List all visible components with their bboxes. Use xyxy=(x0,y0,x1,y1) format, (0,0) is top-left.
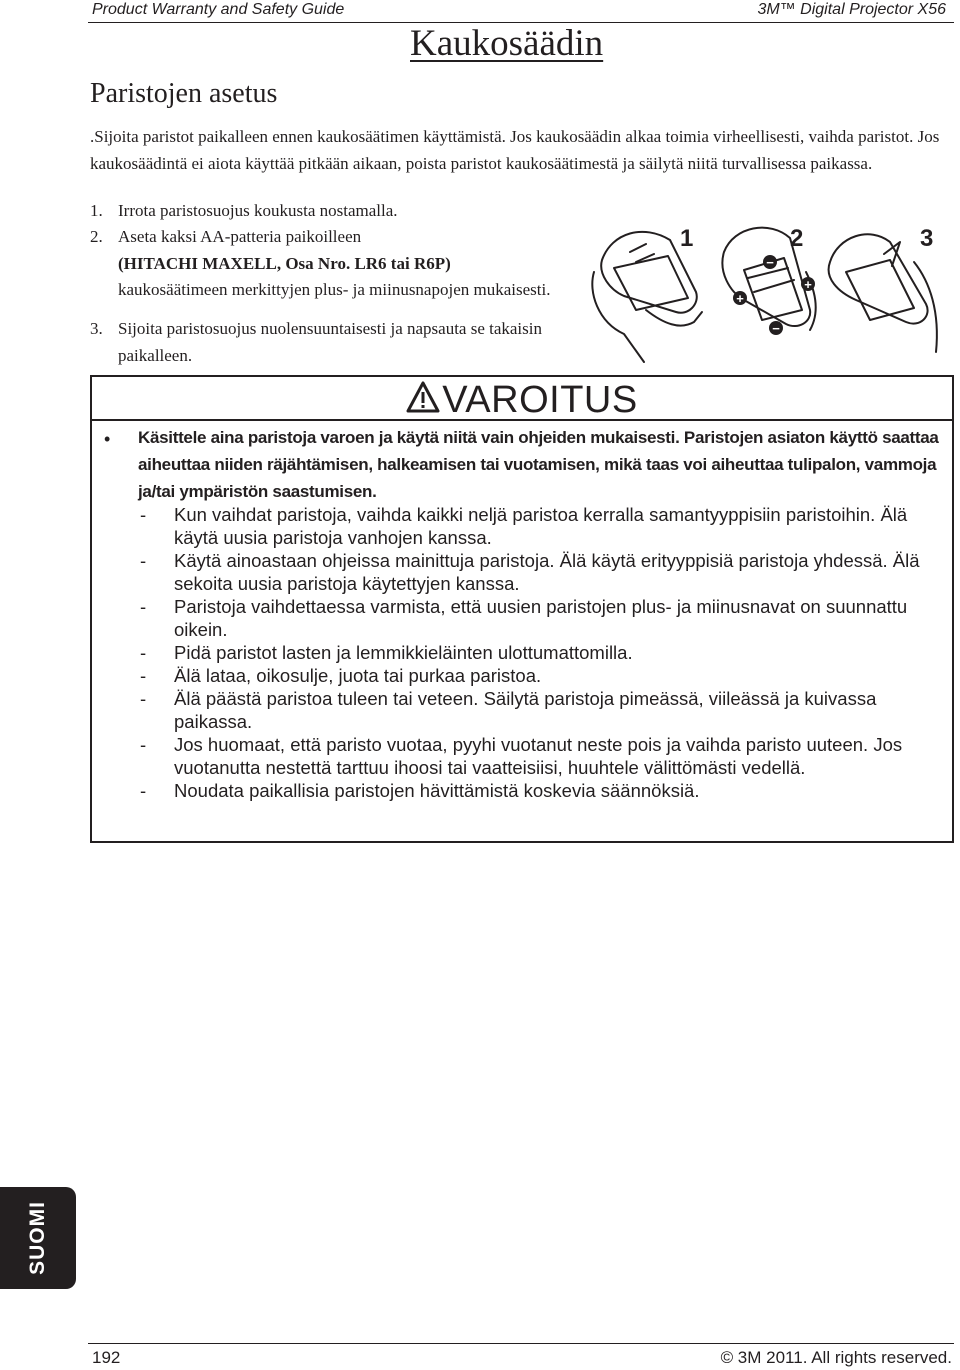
header-product-name: 3M™ Digital Projector X56 xyxy=(757,1,946,18)
list-item xyxy=(138,503,950,549)
step-number: 3. xyxy=(90,319,103,338)
language-tab-label: SUOMI xyxy=(26,1201,49,1275)
dash: - xyxy=(140,504,147,525)
step-line: Aseta kaksi AA-patteria paikoilleen xyxy=(118,227,362,246)
step-text: Sijoita paristosuojus nuolensuuntaisesti ja napsauta se takaisin paikalleen. xyxy=(118,319,542,365)
battery-installation-figure xyxy=(584,212,956,368)
dash: - xyxy=(140,665,147,686)
step-text xyxy=(118,224,568,304)
list-item xyxy=(138,779,950,802)
language-side-tab xyxy=(0,1187,76,1289)
figure-label-1: 1 xyxy=(680,225,694,252)
list-item-text: Pidä paristot lasten ja lemmikkieläinten ulottumattomilla. xyxy=(174,642,633,663)
dash: - xyxy=(140,688,147,709)
list-item xyxy=(138,687,950,733)
header-guide-title: Product Warranty and Safety Guide xyxy=(92,1,345,18)
remote-battery-illustration xyxy=(584,212,956,368)
list-item xyxy=(138,549,950,595)
page-number: 192 xyxy=(92,1348,121,1367)
list-item xyxy=(138,733,950,779)
minus-sign: − xyxy=(772,321,780,336)
minus-sign: − xyxy=(766,255,774,270)
list-item xyxy=(138,641,950,664)
dash: - xyxy=(140,642,147,663)
step-number: 1. xyxy=(90,201,103,220)
list-item-text: Älä lataa, oikosulje, juota tai purkaa paristoa. xyxy=(174,665,542,686)
warning-title: VAROITUS xyxy=(442,379,638,421)
battery-spec: (HITACHI MAXELL, Osa Nro. LR6 tai R6P) xyxy=(118,253,451,273)
step-number: 2. xyxy=(90,227,103,246)
bullet-icon: • xyxy=(104,429,111,449)
list-item-text: Jos huomaat, että paristo vuotaa, pyyhi vuotanut neste pois ja vaihda paristo uuteen. Jos vuotanutta nestettä tarttuu ihoosi tai vaatteisiisi, huuhtele välittömästi vedellä. xyxy=(174,734,903,778)
figure-label-3: 3 xyxy=(920,225,934,252)
footer-rule xyxy=(88,1343,954,1344)
dash: - xyxy=(140,550,147,571)
dash: - xyxy=(140,596,147,617)
warning-title-box xyxy=(90,375,954,421)
intro-paragraph: .Sijoita paristot paikalleen ennen kaukosäätimen käyttämistä. Jos kaukosäädin alkaa toimia virheellisesti, vaihda paristot. Jos kaukosäädintä ei aiota käyttää pitkään aikaan, poista paristot kaukosäätimestä ja säilytä niitä turvallisessa paikassa. xyxy=(90,127,940,173)
list-item-text: Käytä ainoastaan ohjeissa mainittuja paristoja. Älä käytä erityyppisiä paristoja yhdessä. Älä sekoita uusia paristoja käytettyjen kanssa. xyxy=(174,550,920,594)
section-title: Paristojen asetus xyxy=(90,78,278,109)
list-item-text: Kun vaihdat paristoja, vaihda kaikki neljä paristoa kerralla samantyyppisiin paristoihin. Älä käytä uusia paristoja vanhojen kanssa. xyxy=(174,504,908,548)
step-line: kaukosäätimeen merkittyjen plus- ja miinusnapojen mukaisesti. xyxy=(118,280,551,299)
list-item-text: Noudata paikallisia paristojen hävittämistä koskevia säännöksiä. xyxy=(174,780,700,801)
list-item xyxy=(138,664,950,687)
list-item xyxy=(138,595,950,641)
dash: - xyxy=(140,734,147,755)
plus-sign: + xyxy=(804,277,812,292)
list-item-text: Paristoja vaihdettaessa varmista, että uusien paristojen plus- ja miinusnavat on suunnattu oikein. xyxy=(174,596,908,640)
warning-triangle-icon xyxy=(406,380,440,414)
list-item-text: Älä päästä paristoa tuleen tai veteen. Säilytä paristoja pimeässä, viileässä ja kuivassa paikassa. xyxy=(174,688,877,732)
warning-list xyxy=(138,503,950,802)
plus-sign: + xyxy=(736,291,744,306)
warning-heading xyxy=(92,377,952,423)
warning-main-text: Käsittele aina paristoja varoen ja käytä niitä vain ohjeiden mukaisesti. Paristojen asiaton käyttö saattaa aiheuttaa niiden räjähtämisen, halkeamisen tai vuotamisen, mikä taas voi aiheuttaa tulipalon, vammoja ja/tai ympäristön saastumisen. xyxy=(138,428,939,501)
page-title: Kaukosäädin xyxy=(410,23,604,64)
dash: - xyxy=(140,780,147,801)
figure-label-2: 2 xyxy=(790,225,804,252)
copyright: © 3M 2011. All rights reserved. xyxy=(720,1348,952,1367)
step-text: Irrota paristosuojus koukusta nostamalla. xyxy=(118,201,398,220)
